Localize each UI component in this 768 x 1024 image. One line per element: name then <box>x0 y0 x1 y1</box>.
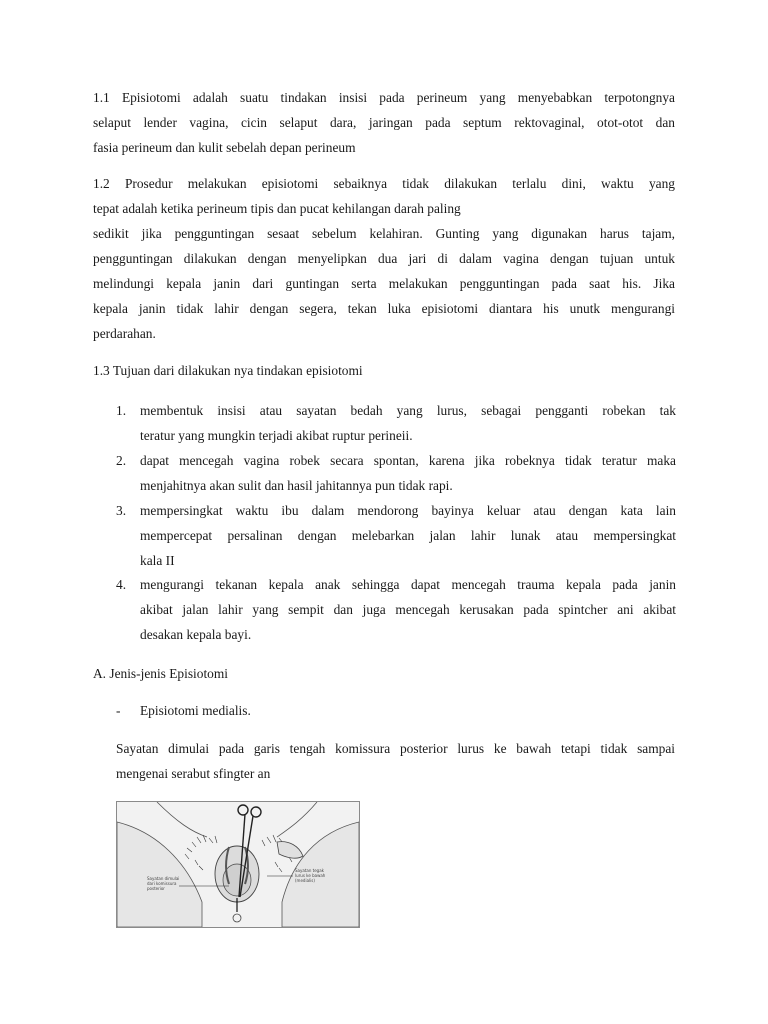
illustration-drawing <box>117 802 359 927</box>
text-line: akibat jalan lahir yang sempit dan juga mencegah kerusakan pada spintcher ani akibat <box>140 602 676 617</box>
episiotomy-illustration <box>116 801 360 928</box>
figure-label-left-line: posterior <box>147 886 165 891</box>
figure-label-left-line: Sayatan dimulai <box>147 876 180 881</box>
text-line: 1.2 Prosedur melakukan episiotomi sebaiknya tidak dilakukan terlalu dini, waktu yang <box>93 176 675 191</box>
medialis-item <box>116 698 676 723</box>
list-body <box>140 498 676 573</box>
figure-label-right-line: Sayatan tegak <box>295 868 324 873</box>
list-body <box>140 398 676 448</box>
text-line: membentuk insisi atau sayatan bedah yang lurus, sebagai pengganti robekan tak <box>140 403 676 418</box>
text-line: 1.1 Episiotomi adalah suatu tindakan insisi pada perineum yang menyebabkan terpotongnya <box>93 90 675 105</box>
text-line: kala II <box>140 553 175 568</box>
figure-label-right-line: (medialis) <box>295 878 315 883</box>
text-line: perdarahan. <box>93 326 156 341</box>
jenis-heading: A. Jenis-jenis Episiotomi <box>93 666 229 681</box>
text-line: tepat adalah ketika perineum tipis dan pucat kehilangan darah paling <box>93 201 461 216</box>
medialis-description <box>116 736 675 786</box>
figure-label-right-line: lurus ke bawah <box>295 873 326 878</box>
text-line: kepala janin tidak lahir dengan segera, tekan luka episiotomi diantara his unutk mengurangi <box>93 301 675 316</box>
text-line: desakan kepala bayi. <box>140 627 252 642</box>
dash-marker: - <box>116 703 121 718</box>
list-item <box>116 398 676 448</box>
tujuan-heading: 1.3 Tujuan dari dilakukan nya tindakan episiotomi <box>93 363 363 378</box>
text-line: Sayatan dimulai pada garis tengah komissura posterior lurus ke bawah tetapi tidak sampai <box>116 741 675 756</box>
list-body <box>140 448 676 498</box>
list-body <box>140 572 676 647</box>
text-line: mempercepat persalinan dengan melebarkan jalan lahir lunak atau mempersingkat <box>140 528 676 543</box>
list-item <box>116 448 676 498</box>
text-line: mengurangi tekanan kepala anak sehingga dapat mencegah trauma kepala pada janin <box>140 577 676 592</box>
text-line: melindungi kepala janin dari guntingan serta melakukan pengguntingan pada saat his. Jika <box>93 276 675 291</box>
medialis-title: Episiotomi medialis. <box>140 703 251 718</box>
text-line: mengenai serabut sfingter an <box>116 766 271 781</box>
paragraph-1-1 <box>93 85 675 160</box>
list-item <box>116 572 676 647</box>
list-number: 3. <box>116 503 127 518</box>
list-item <box>116 498 676 573</box>
text-line: teratur yang mungkin terjadi akibat ruptur perineii. <box>140 428 413 443</box>
text-line: menjahitnya akan sulit dan hasil jahitannya pun tidak rapi. <box>140 478 453 493</box>
text-line: mempersingkat waktu ibu dalam mendorong bayinya keluar atau dengan kata lain <box>140 503 676 518</box>
text-line: dapat mencegah vagina robek secara spontan, karena jika robeknya tidak teratur maka <box>140 453 676 468</box>
text-line: pengguntingan dilakukan dengan menyelipkan dua jari di dalam vagina dengan tujuan untuk <box>93 251 675 266</box>
text-line: fasia perineum dan kulit sebelah depan perineum <box>93 140 356 155</box>
paragraph-1-2 <box>93 171 675 346</box>
list-number: 2. <box>116 453 127 468</box>
figure-label-left-line: dari komissura <box>147 881 177 886</box>
list-number: 1. <box>116 403 127 418</box>
list-number: 4. <box>116 577 127 592</box>
text-line: selaput lender vagina, cicin selaput dara, jaringan pada septum rektovaginal, otot-otot dan <box>93 115 675 130</box>
text-line: sedikit jika pengguntingan sesaat sebelum kelahiran. Gunting yang digunakan harus tajam, <box>93 226 675 241</box>
